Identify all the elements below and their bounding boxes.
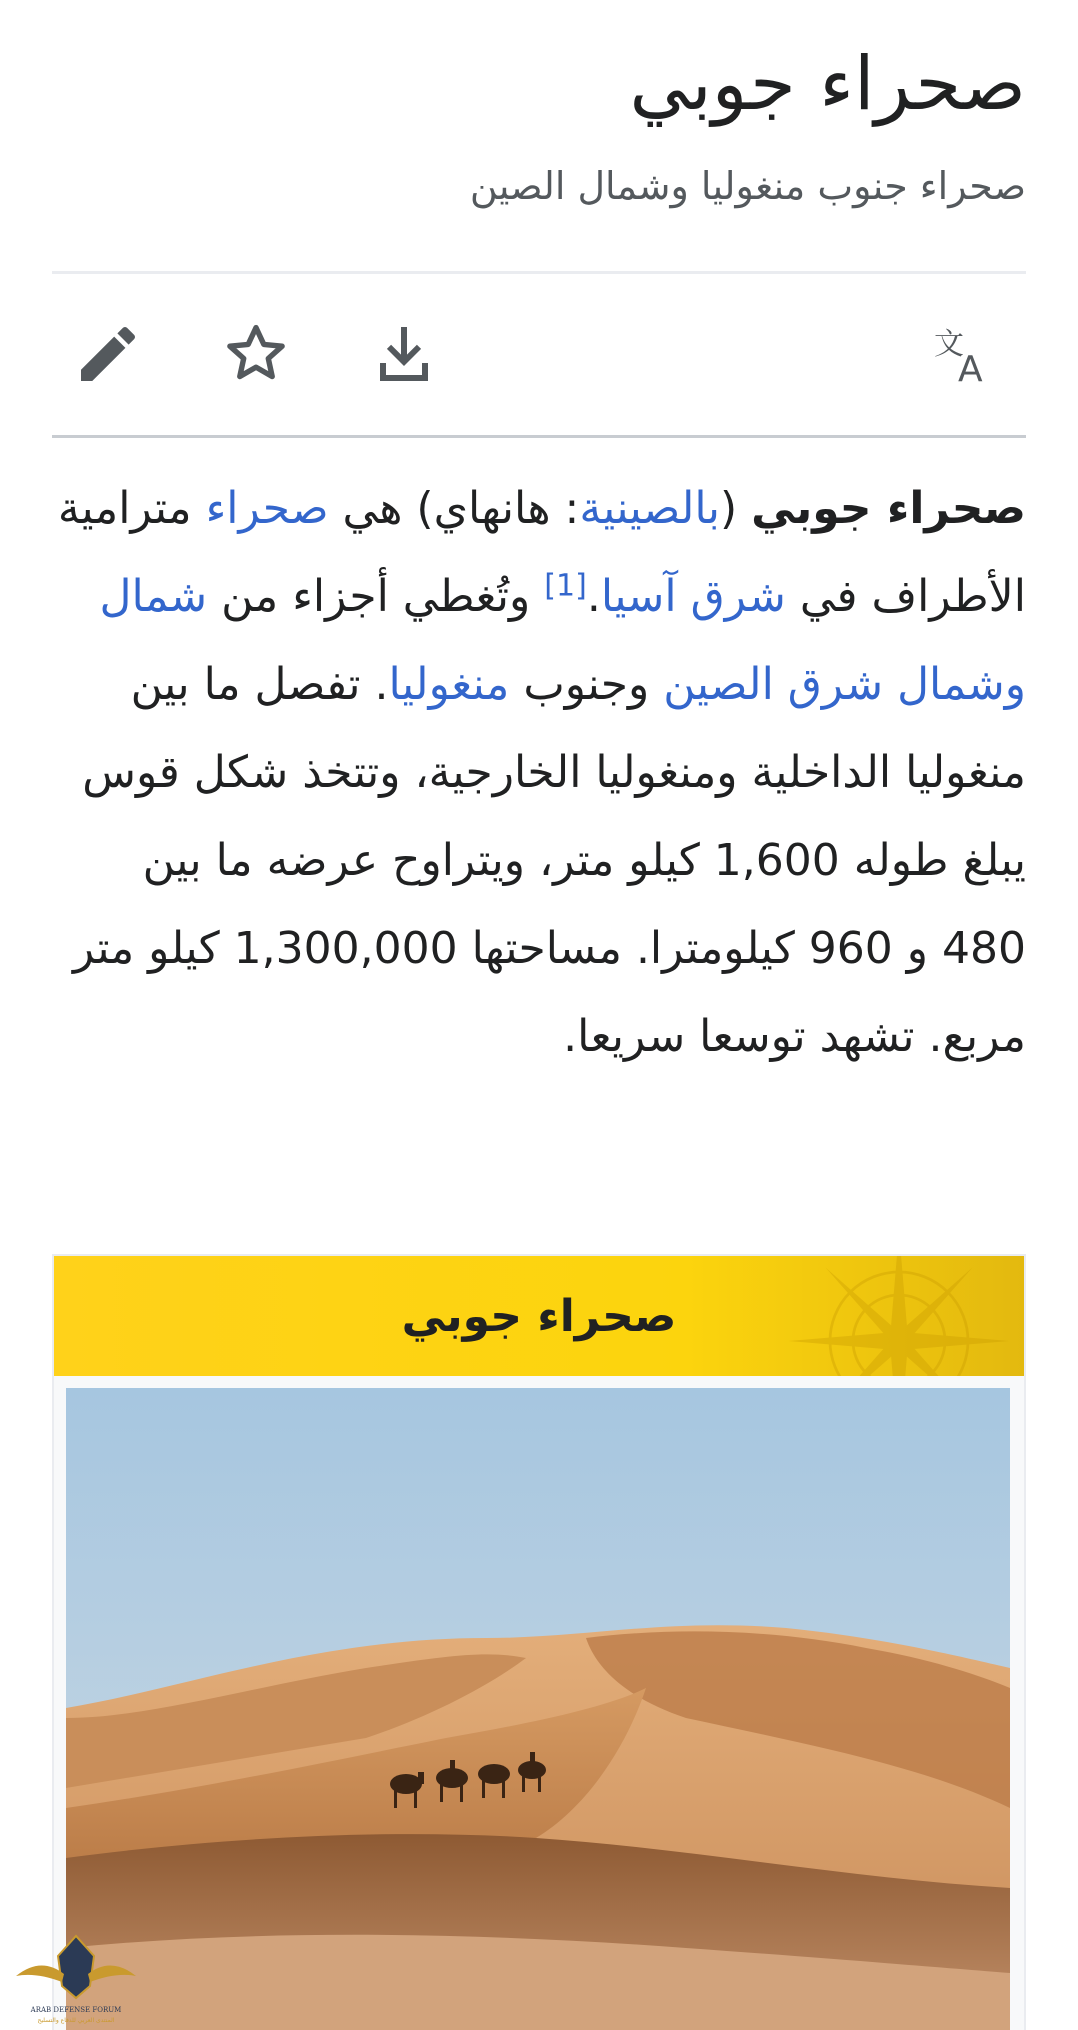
reference-link[interactable]: [1]	[544, 568, 587, 604]
infobox-title: صحراء جوبي	[401, 1290, 677, 1342]
article-text: مترامية الأطراف في	[57, 483, 1026, 622]
article-text: وتُغطي أجزاء من	[207, 571, 545, 622]
forum-watermark-logo	[6, 1916, 146, 2026]
svg-text:المنتدى العربي للدفاع والتسليح: المنتدى العربي للدفاع والتسليح	[37, 2017, 115, 2024]
article-text: . تفصل ما بين منغوليا الداخلية ومنغوليا الخارجية، وتتخذ شكل قوس يبلغ طوله 1,600 كيلو متر، ويتراوح عرضه ما بين 480 و 960 كيلومترا. مساحتها 1,300,000 كيلو متر مربع. تشهد توسعا سريعا.	[73, 659, 1026, 1062]
article-text: وجنوب	[509, 659, 664, 710]
download-icon[interactable]	[368, 318, 440, 390]
star-icon[interactable]	[220, 318, 292, 390]
svg-text:文: 文	[934, 327, 964, 362]
link-desert[interactable]: صحراء	[205, 483, 329, 534]
article-lead-paragraph	[52, 465, 1026, 1081]
toolbar-divider	[52, 435, 1026, 438]
compass-icon	[784, 1256, 1014, 1382]
edit-icon[interactable]	[72, 318, 144, 390]
article-text: .	[586, 571, 601, 622]
svg-text:A: A	[958, 349, 983, 390]
article-text: : هانهاي) هي	[328, 483, 580, 534]
article-text: (	[720, 483, 752, 534]
link-mongolia[interactable]: منغوليا	[388, 659, 510, 710]
translate-icon[interactable]	[928, 318, 1000, 390]
link-north-china[interactable]: شمال وشمال شرق الصين	[99, 571, 1026, 710]
article-subject: صحراء جوبي	[751, 483, 1026, 534]
link-chinese[interactable]: بالصينية	[579, 483, 721, 534]
link-east-asia[interactable]: شرق آسيا	[600, 571, 786, 622]
gobi-desert-photo[interactable]	[66, 1388, 1010, 2030]
header-divider	[52, 271, 1026, 274]
page-subtitle: صحراء جنوب منغوليا وشمال الصين	[469, 164, 1026, 208]
infobox-header	[54, 1256, 1024, 1382]
infobox	[52, 1254, 1026, 2030]
article-page	[52, 0, 1026, 2028]
svg-text:ARAB DEFENSE FORUM: ARAB DEFENSE FORUM	[30, 2006, 122, 2014]
page-title: صحراء جوبي	[629, 41, 1026, 127]
